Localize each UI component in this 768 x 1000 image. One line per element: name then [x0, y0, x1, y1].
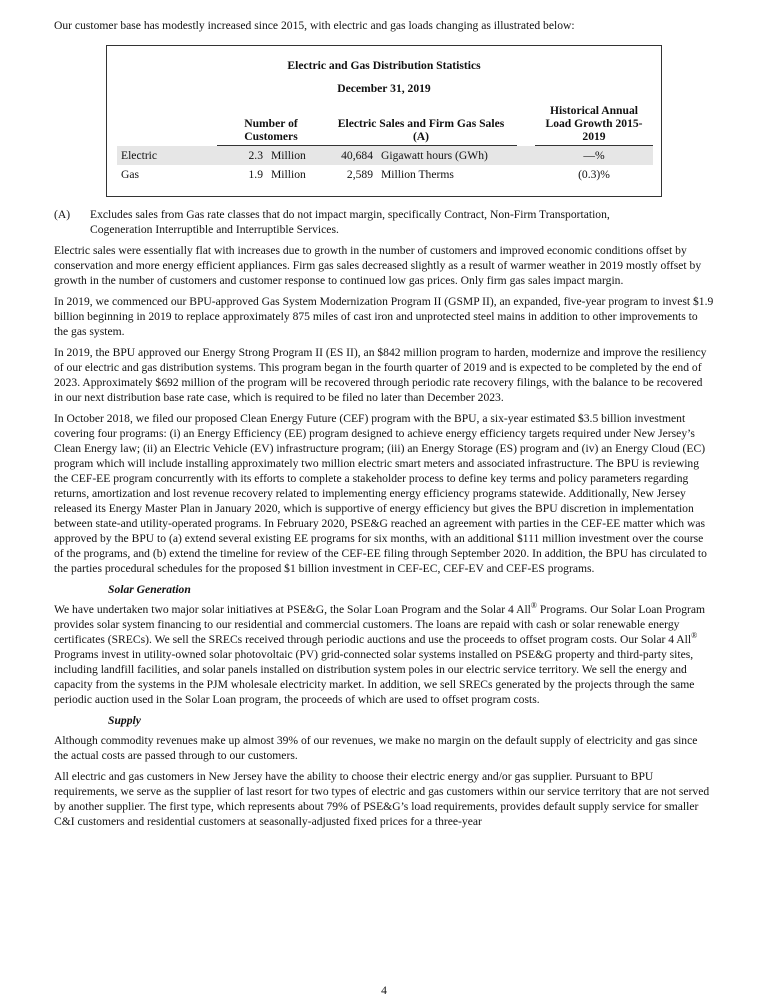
footnote-text: Excludes sales from Gas rate classes that do not impact margin, specifically Contract, Non-Firm Transportation, Cogeneration Interruptible and Interruptible Services. — [90, 208, 610, 236]
sales-unit: Million Therms — [381, 168, 454, 181]
row-label: Electric — [117, 146, 217, 166]
header-customers: Number of Customers — [217, 104, 325, 146]
paragraph-solar: We have undertaken two major solar initiatives at PSE&G, the Solar Loan Program and the Solar 4 All® Programs. Our Solar Loan Program provides solar system financing to our residential and commercial customers. The loans are repaid with cash or solar renewable energy certificates (SRECs). We sell the SRECs received through periodic auctions and use the proceeds to offset program costs. Our Solar 4 All® Programs invest in utility-owned solar photovoltaic (PV) grid-connected solar systems installed on PSE&G property and third-party sites, including landfill facilities, and solar panels installed on distribution system poles in our electric service territory. We sell the energy and capacity from the systems in the PJM wholesale electricity market. In addition, we sell SRECs generated by the projects through the same periodic auction used in the Solar Loan program, the proceeds of which are used to offset program costs. — [54, 601, 706, 706]
row-label: Gas — [121, 168, 140, 181]
table-header-row — [117, 104, 653, 146]
customers-value: 1.9 — [248, 168, 263, 181]
paragraph-electric-sales: Electric sales were essentially flat with increases due to growth in the number of customers and improved economic conditions offset by conservation and more energy efficient appliances. Firm gas sales decreased slightly as a result of warmer weather in 2019 mostly offset by growth in the number of customers and customer response to continued low gas prices. Only firm gas sales impact margin. — [54, 244, 702, 287]
heading-solar-generation: Solar Generation — [108, 583, 191, 596]
growth-value: —% — [535, 146, 653, 166]
customers-value: 2.3 — [217, 146, 267, 166]
distribution-statistics-table — [117, 104, 653, 184]
document-page — [54, 18, 714, 835]
paragraph-supply-choice: All electric and gas customers in New Jersey have the ability to choose their electric energy and/or gas supplier. Pursuant to BPU requirements, we serve as the supplier of last resort for two types of electric and gas customers within our service territory that are not served by another supplier. The first type, which represents about 79% of PSE&G’s load requirements, provides default supply service for smaller C&I customers and residential customers at seasonally-adjusted fixed prices for a three-year — [54, 770, 710, 828]
table-row — [117, 146, 653, 166]
heading-supply: Supply — [108, 714, 141, 727]
sales-value: 2,589 — [346, 168, 373, 181]
table-title: Electric and Gas Distribution Statistics — [287, 59, 481, 72]
footnote-mark: (A) — [54, 208, 71, 221]
customers-unit: Million — [271, 168, 306, 181]
customers-unit: Million — [267, 146, 325, 166]
distribution-statistics-box — [106, 45, 662, 197]
header-sales: Electric Sales and Firm Gas Sales (A) — [325, 104, 517, 146]
paragraph-gsmp: In 2019, we commenced our BPU-approved Gas System Modernization Program II (GSMP II), an expanded, five-year program to invest $1.9 billion beginning in 2019 to replace approximately 875 miles of cast iron and unprotected steel mains in addition to other improvements to the gas system. — [54, 295, 714, 338]
sales-unit: Gigawatt hours (GWh) — [377, 146, 517, 166]
paragraph-clean-energy-future: In October 2018, we filed our proposed Clean Energy Future (CEF) program with the BPU, a six-year estimated $3.5 billion investment covering four programs: (i) an Energy Efficiency (EE) program designed to achieve energy efficiency targets required under New Jersey’s Clean Energy law; (ii) an Electric Vehicle (EV) infrastructure program; (iii) an Energy Storage (ES) program and (iv) an Energy Cloud (EC) program which will include installing approximately two million electric smart meters and associated infrastructure. The BPU is reviewing the CEF-EE program concurrently with its efforts to complete a stakeholder process to define key terms and policy parameters regarding returns, amortization and lost revenue recovery related to implementing energy efficiency programs statewide. Additionally, New Jersey released its Energy Master Plan in January 2020, which is supportive of energy efficiency but gives the BPU discretion in implementation between state-and utility-operated programs. In February 2020, PSE&G reached an agreement with parties in the CEF-EE matter which was approved by the BPU to (a) extend several existing EE programs for six months, with an additional $111 million investment over the course of the programs, and (b) extend the timeline for review of the CEF-EE filing through September 2020. In addition, the BPU has circulated to the parties procedural schedules for the proposed $1 billion investment in CEF-EC, CEF-EV and CEF-ES programs. — [54, 412, 707, 575]
table-footnote — [54, 207, 714, 237]
sales-value: 40,684 — [325, 146, 377, 166]
growth-value: (0.3)% — [578, 168, 610, 181]
table-subtitle: December 31, 2019 — [337, 82, 431, 95]
page-number: 4 — [381, 984, 387, 997]
intro-paragraph: Our customer base has modestly increased since 2015, with electric and gas loads changing as illustrated below: — [54, 19, 575, 32]
paragraph-energy-strong: In 2019, the BPU approved our Energy Strong Program II (ES II), an $842 million program to harden, modernize and improve the resiliency of our electric and gas distribution systems. This program began in the fourth quarter of 2019 and is expected to be completed by the end of 2023. Approximately $692 million of the program will be recovered through periodic rate recovery filings, with the balance to be recovered in our next distribution base rate case, which is required to be filed no later than December 2023. — [54, 346, 707, 404]
table-row — [117, 165, 653, 184]
header-growth: Historical Annual Load Growth 2015-2019 — [535, 104, 653, 146]
paragraph-supply-margin: Although commodity revenues make up almost 39% of our revenues, we make no margin on the default supply of electricity and gas since the actual costs are passed through to our customers. — [54, 734, 698, 762]
